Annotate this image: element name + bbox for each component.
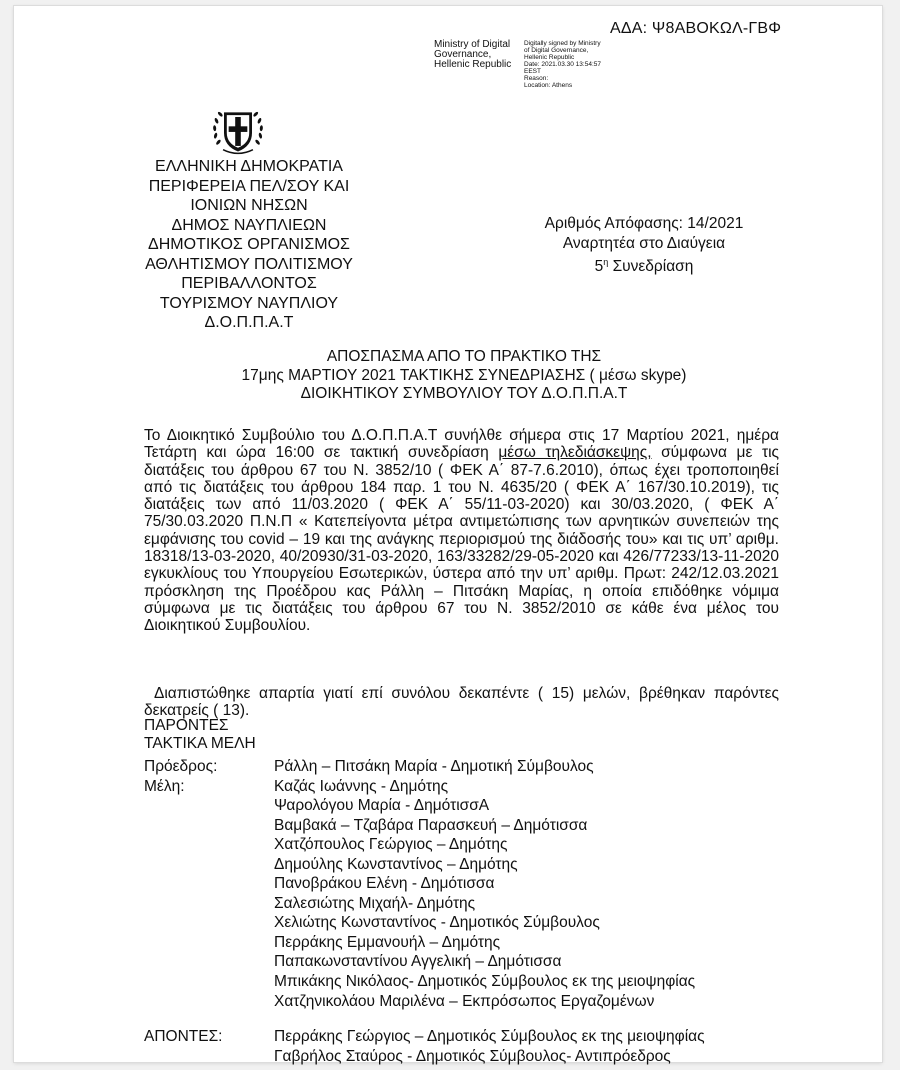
authority-line: ΤΟΥΡΙΣΜΟΥ ΝΑΥΠΛΙΟΥ (159, 294, 339, 312)
signature-detail-line: Date: 2021.03.30 13:54:57 (524, 61, 601, 68)
member-name: Χατζόπουλος Γεώργιος – Δημότης (274, 836, 508, 854)
posting-note: Αναρτητέα στο Διαύγεια (562, 234, 726, 252)
member-name: Περράκης Εμμανουήλ – Δημότης (274, 933, 501, 951)
greek-coat-of-arms-icon (210, 103, 266, 159)
signature-signer (434, 40, 524, 70)
authority-line: ΕΛΛΗΝΙΚΗ ΔΗΜΟΚΡΑΤΙΑ (155, 158, 343, 175)
authority-line: ΑΘΛΗΤΙΣΜΟΥ ΠΟΛΙΤΙΣΜΟΥ (145, 255, 353, 273)
member-name: Παπακωνσταντίνου Αγγελική – Δημότισσα (274, 953, 562, 971)
signer-line: Ministry of Digital (434, 39, 511, 50)
member-role-label: Μέλη: (144, 777, 185, 795)
present-heading: ΠΑΡΟΝΤΕΣ (144, 717, 229, 734)
authority-line: ΔΗΜΟΣ ΝΑΥΠΛΙΕΩΝ (171, 216, 327, 234)
session-number (494, 253, 794, 277)
minutes-paragraph (144, 427, 779, 635)
document-title (114, 348, 814, 404)
issuing-authority (114, 157, 384, 333)
ada-identifier: ΑΔΑ: Ψ8ΑΒΟΚΩΛ-ΓΒΦ (610, 20, 782, 37)
member-name: Μπικάκης Νικόλαος- Δημοτικός Σύμβουλος εκ της μειοψηφίας (274, 973, 696, 991)
session-ordinal: 5 (594, 258, 604, 276)
absent-member-name: Περράκης Γεώργιος – Δημοτικός Σύμβουλος εκ της μειοψηφίας (274, 1028, 705, 1045)
authority-line: Δ.Ο.Π.Π.Α.Τ (204, 314, 294, 331)
member-name: Πανοβράκου Ελένη - Δημότισσα (274, 875, 495, 893)
member-name: Χατζηνικολάου Μαριλένα – Εκπρόσωπος Εργαζομένων (274, 992, 655, 1010)
present-headings (144, 717, 256, 752)
authority-line: ΔΗΜΟΤΙΚΟΣ ΟΡΓΑΝΙΣΜΟΣ (148, 236, 350, 253)
session-ordinal-suffix: η (603, 257, 609, 267)
member-name: Ράλλη – Πιτσάκη Μαρία - Δημοτική Σύμβουλος (274, 758, 594, 775)
signature-detail-line: Digitally signed by Ministry (524, 40, 601, 47)
member-name: Ψαρολόγου Μαρία - ΔημότισσΑ (274, 797, 490, 815)
members-heading: ΤΑΚΤΙΚΑ ΜΕΛΗ (144, 734, 256, 752)
session-label: Συνεδρίαση (608, 258, 694, 276)
signature-detail-line: of Digital Governance, (524, 47, 589, 54)
paragraph-text: σύμφωνα με τις διατάξεις του άρθρου 67 του Ν. 3852/10 ( ΦΕΚ Α΄ 87-7.6.2010), όπως έχει τροποποιηθεί από τις διατάξεις του άρθρου 184 παρ. 1 του Ν. 4635/20 ( ΦΕΚ Α΄ 167/30.10.2019), τις διατάξεις των από 11/03.2020 ( ΦΕΚ Α΄ 55/11-03-2020) και 30/03.2020, ( ΦΕΚ Α΄ 75/30.03.2020 Π.Ν.Π « Κατεπείγοντα μέτρα αντιμετώπισης των αρνητικών συνεπειών της εμφάνισης του covid – 19 και της ανάγκης περιορισμού της διάδοσής του» και τις υπ’ αριθμ. 18318/13-03-2020, 40/20930/31-03-2020, 163/33282/29-05-2020 και 426/77233/13-11-2020 εγκυκλίους του Υπουργείου Εσωτερικών, ύστερα από την υπ’ αριθμ. Πρωτ: 242/12.03.2021 πρόσκληση της Προέδρου κας Ράλλη – Πιτσάκη Μαρίας, η οποία επιδόθηκε νόμιμα σύμφωνα με τις διατάξεις του άρθρου 67 του Ν. 3852/2010 σε κάθε ένα μέλος του Διοικητικού Συμβουλίου. (144, 444, 779, 635)
paragraph-text: Το Διοικητικό Συμβούλιο του Δ.Ο.Π.Π.Α.Τ συνήλθε σήμερα στις 17 Μαρτίου 2021, ημέρα Τετάρτη και ώρα 16:00 σε τακτική συνεδρίαση (144, 427, 779, 462)
signature-details (524, 40, 614, 89)
document-page (14, 6, 882, 1065)
member-role-label: Πρόεδρος: (144, 758, 218, 775)
member-name: Βαμβακά – Τζαβάρα Παρασκευή – Δημότισσα (274, 816, 588, 834)
signer-line: Hellenic Republic (434, 59, 512, 70)
signer-line: Governance, (434, 49, 492, 60)
signature-detail-line: Location: Athens (524, 82, 573, 89)
member-name: Δημούλης Κωνσταντίνος – Δημότης (274, 855, 518, 873)
title-line: ΔΙΟΙΚΗΤΙΚΟΥ ΣΥΜΒΟΥΛΙΟΥ ΤΟΥ Δ.Ο.Π.Π.Α.Τ (300, 385, 628, 402)
quorum-paragraph: Διαπιστώθηκε απαρτία γιατί επί συνόλου δεκαπέντε ( 15) μελών, βρέθηκαν παρόντες δεκατρείς ( 13). (144, 685, 779, 720)
title-line: 17μης ΜΑΡΤΙΟΥ 2021 ΤΑΚΤΙΚΗΣ ΣΥΝΕΔΡΙΑΣΗΣ ( μέσω skype) (241, 366, 687, 384)
signature-detail-line: Reason: (524, 75, 549, 82)
member-name: Σαλεσιώτης Μιχαήλ- Δημότης (274, 894, 476, 912)
absent-member-name: Γαβρήλος Σταύρος - Δημοτικός Σύμβουλος- Αντιπρόεδρος (274, 1048, 671, 1065)
decision-number: Αριθμός Απόφασης: 14/2021 (544, 215, 744, 232)
decision-info (494, 214, 794, 277)
authority-line: ΙΟΝΙΩΝ ΝΗΣΩΝ (190, 197, 308, 214)
authority-line: ΠΕΡΙΦΕΡΕΙΑ ΠΕΛ/ΣΟΥ ΚΑΙ (148, 177, 350, 195)
absent-label: ΑΠΟΝΤΕΣ: (144, 1028, 223, 1045)
underlined-text: μέσω τηλεδιάσκεψης, (498, 444, 652, 462)
title-line: ΑΠΟΣΠΑΣΜΑ ΑΠΟ ΤΟ ΠΡΑΚΤΙΚΟ ΤΗΣ (326, 348, 602, 365)
signature-detail-line: Hellenic Republic (524, 54, 575, 61)
authority-line: ΠΕΡΙΒΑΛΛΟΝΤΟΣ (181, 275, 317, 292)
member-name: Χελιώτης Κωνσταντίνος - Δημοτικός Σύμβουλος (274, 914, 600, 932)
member-name: Καζάς Ιωάννης - Δημότης (274, 777, 449, 795)
signature-detail-line: EEST (524, 68, 541, 75)
